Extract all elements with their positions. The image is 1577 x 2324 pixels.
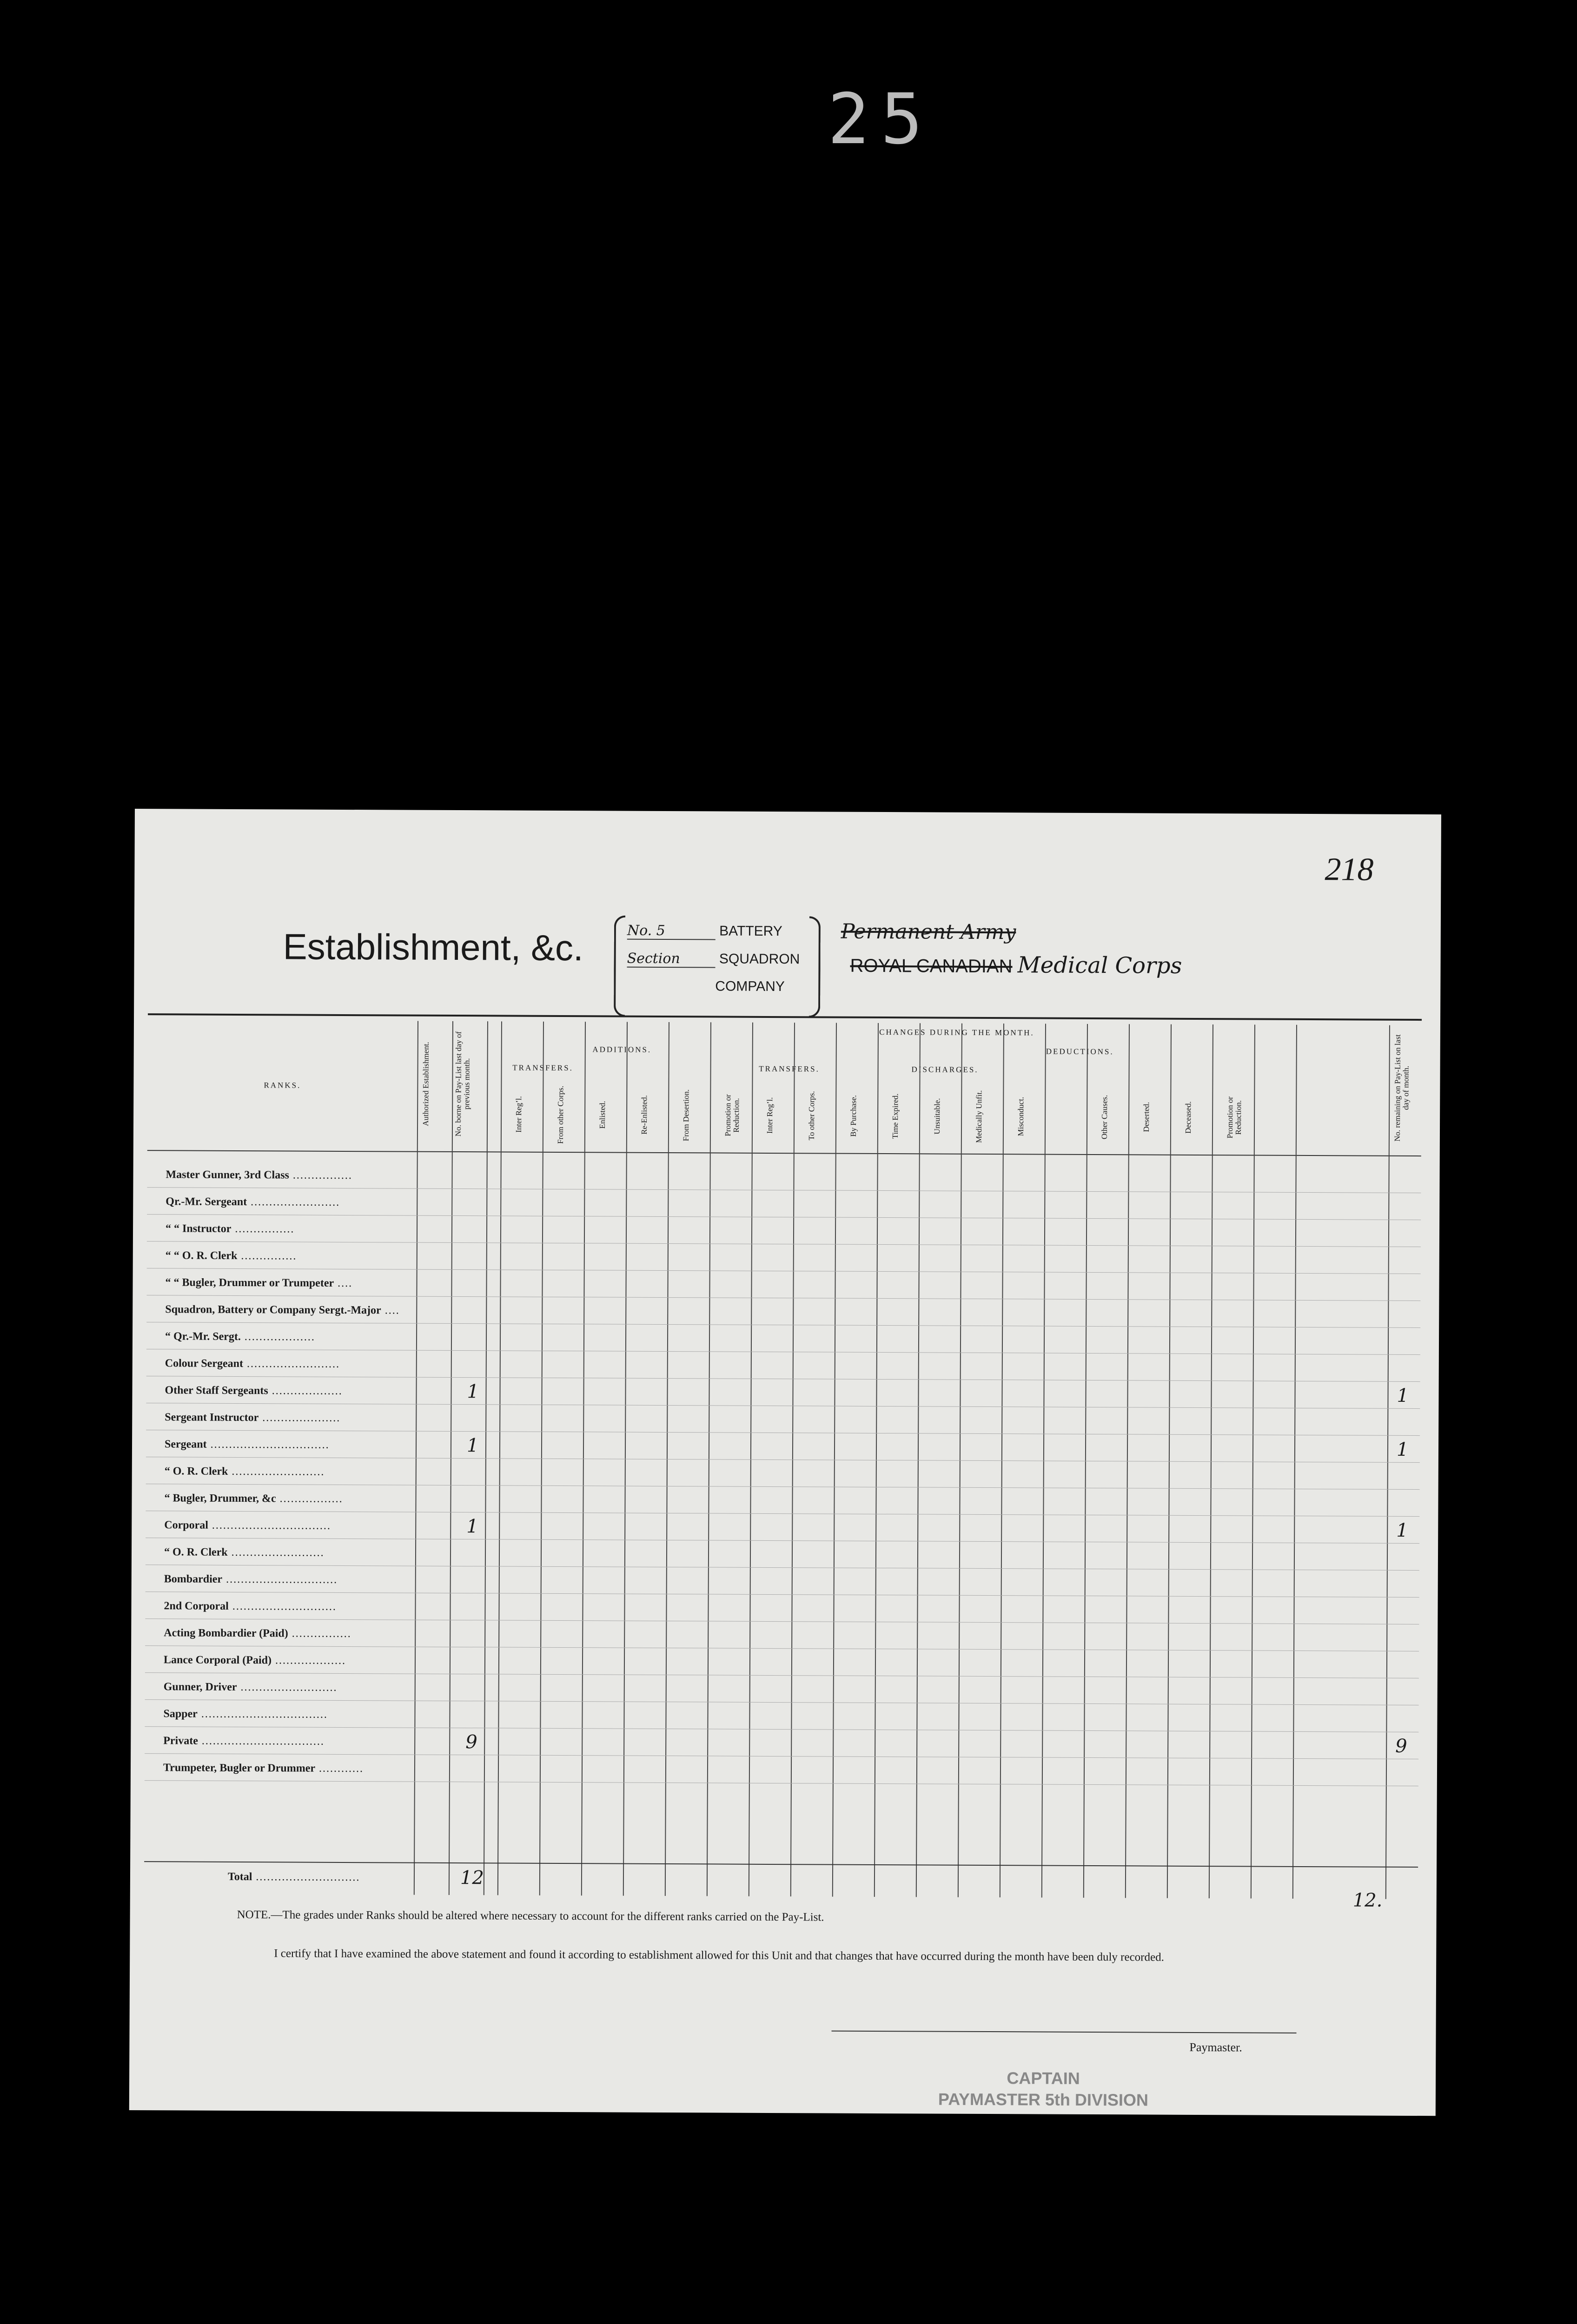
row-rule — [145, 1618, 1419, 1624]
rank-label: Sapper .................................. — [163, 1708, 328, 1721]
battery-label: BATTERY — [719, 923, 782, 939]
rank-label: Master Gunner, 3rd Class ................ — [166, 1169, 352, 1182]
header-ded-col-10: Deceased. — [1183, 1101, 1193, 1134]
row-rule — [146, 1511, 1419, 1517]
header-ded-col-12 — [1268, 1085, 1285, 1150]
header-bottom-rule — [147, 1150, 1421, 1156]
header-ded-col-0: Inter Reg’l. — [765, 1097, 775, 1134]
header-ded-col-13 — [1310, 1085, 1327, 1150]
remaining-count: 9 — [1395, 1735, 1407, 1757]
header-discharges: DISCHARGES. — [911, 1065, 979, 1074]
total-label: Total ............................ — [227, 1870, 360, 1884]
row-rule — [146, 1322, 1420, 1328]
corps-handwritten: Medical Corps — [1017, 952, 1182, 979]
squadron-label: SQUADRON — [719, 951, 800, 967]
rank-label: Gunner, Driver .......................... — [163, 1681, 338, 1694]
header-ded-col-6: Misconduct. — [1016, 1097, 1026, 1136]
remaining-count: 1 — [1396, 1519, 1408, 1541]
rank-label: Trumpeter, Bugler or Drummer ............ — [163, 1762, 364, 1775]
header-deductions: DEDUCTIONS. — [1046, 1047, 1114, 1056]
row-rule — [147, 1214, 1421, 1220]
rank-label: “ Qr.-Mr. Sergt. ................... — [165, 1330, 315, 1343]
row-rule — [145, 1672, 1419, 1678]
header-ded-col-9: Deserted. — [1141, 1102, 1151, 1132]
row-rule — [145, 1699, 1419, 1705]
row-rule — [145, 1645, 1419, 1651]
paymaster-stamp — [938, 2067, 1148, 2111]
header-ded-col-2: By Purchase. — [848, 1095, 858, 1137]
row-rule — [146, 1403, 1420, 1409]
rank-label: Corporal ................................ — [164, 1519, 331, 1532]
stamp-line-1: CAPTAIN — [1007, 2068, 1080, 2088]
row-rule — [146, 1295, 1420, 1301]
header-ded-col-4: Unsuitable. — [932, 1098, 942, 1135]
frame-number: 25 — [828, 79, 934, 160]
battery-row — [627, 923, 782, 940]
header-add-col-5: Promotion or Reduction. — [723, 1094, 741, 1136]
row-rule — [146, 1591, 1419, 1598]
header-authorized: Authorized Establishment. — [421, 1042, 431, 1126]
rank-label: Colour Sergeant ......................... — [165, 1357, 340, 1370]
remaining-count: 1 — [1396, 1439, 1409, 1460]
header-transfers-deductions: TRANSFERS. — [759, 1064, 820, 1074]
rank-label: “ “ Bugler, Drummer or Trumpeter .... — [165, 1276, 353, 1290]
header-ded-col-3: Time Expired. — [890, 1093, 900, 1139]
remaining-count: 1 — [1397, 1385, 1409, 1406]
header-add-col-3: Re-Enlisted. — [639, 1095, 649, 1135]
row-rule — [146, 1376, 1420, 1382]
row-rule — [145, 1753, 1418, 1759]
row-rule — [146, 1484, 1420, 1490]
note-text: NOTE.—The grades under Ranks should be altered where necessary to account for the different ranks carried on the Pay-List. — [237, 1908, 824, 1924]
header-ded-col-8: Other Causes. — [1100, 1095, 1109, 1139]
page-title: Establishment, &c. — [283, 926, 583, 969]
rank-label: Private ................................. — [163, 1735, 325, 1748]
right-brace — [809, 916, 821, 1017]
total-remaining: 12. — [1352, 1889, 1383, 1911]
row-rule — [146, 1430, 1420, 1436]
row-rule — [146, 1538, 1419, 1544]
header-additions: ADDITIONS. — [592, 1045, 652, 1054]
rank-label: Bombardier .............................. — [164, 1573, 338, 1586]
rank-label: Acting Bombardier (Paid) ................ — [164, 1627, 351, 1640]
prev-count: 1 — [466, 1516, 478, 1538]
rank-label: “ Bugler, Drummer, &c ................. — [164, 1492, 343, 1505]
header-remaining: No. remaining on Pay-List on last day of month. — [1392, 1034, 1411, 1142]
rank-label: Sergeant ................................ — [164, 1438, 330, 1451]
row-rule — [147, 1241, 1421, 1247]
rank-label: Lance Corporal (Paid) ................... — [163, 1654, 346, 1667]
corps-handwritten-top: Permanent Army — [841, 919, 1016, 944]
rank-label: Squadron, Battery or Company Sergt.-Major .... — [165, 1303, 400, 1317]
company-label: COMPANY — [715, 978, 785, 995]
prev-count: 9 — [465, 1731, 477, 1753]
rank-label: “ O. R. Clerk ......................... — [164, 1546, 325, 1559]
squadron-value: Section — [627, 951, 716, 968]
rank-label: Sergeant Instructor ..................... — [165, 1411, 341, 1424]
rank-label: “ “ Instructor ................ — [166, 1222, 295, 1235]
header-ded-col-1: To other Corps. — [807, 1091, 816, 1141]
establishment-table — [144, 1013, 1422, 1911]
stamp-line-2: PAYMASTER 5th DIVISION — [938, 2089, 1149, 2110]
header-no-borne: No. borne on Pay-List last day of previous month. — [453, 1031, 471, 1137]
certification-text: I certify that I have examined the above statement and found it according to establishment allowed for this Unit and that changes that have occurred during the month have been duly recorded. — [274, 1947, 1164, 1964]
header-ded-col-7 — [1059, 1084, 1076, 1149]
row-rule — [146, 1457, 1420, 1463]
header-add-col-1: From other Corps. — [556, 1085, 565, 1144]
row-rule — [145, 1726, 1418, 1732]
rank-label: Qr.-Mr. Sergeant ........................ — [166, 1195, 340, 1208]
paymaster-label: Paymaster. — [1189, 2040, 1242, 2054]
paymaster-signature-line — [832, 2031, 1297, 2034]
total-prev: 12 — [460, 1867, 484, 1889]
rank-label: Other Staff Sergeants ................... — [165, 1384, 343, 1397]
corps-printed: ROYAL CANADIAN — [850, 955, 1013, 977]
rank-label: “ “ O. R. Clerk ............... — [165, 1249, 297, 1262]
row-rule — [145, 1780, 1418, 1786]
row-rule — [146, 1349, 1420, 1355]
rank-label: “ O. R. Clerk ......................... — [164, 1465, 325, 1478]
corps-line — [850, 951, 1182, 979]
rank-label: 2nd Corporal ............................ — [164, 1600, 337, 1613]
folio-number: 218 — [1325, 852, 1374, 888]
prev-count: 1 — [467, 1381, 479, 1403]
establishment-sheet — [129, 809, 1441, 2116]
header-add-col-2: Enlisted. — [598, 1101, 607, 1129]
row-rule — [146, 1565, 1419, 1571]
row-rule — [147, 1187, 1421, 1193]
header-ded-col-5: Medically Unfit. — [974, 1090, 984, 1143]
squadron-row — [627, 951, 800, 969]
header-add-col-4: From Desertion. — [681, 1089, 691, 1141]
header-changes: CHANGES DURING THE MONTH. — [879, 1027, 1034, 1037]
row-rule — [147, 1268, 1421, 1274]
header-transfers-additions: TRANSFERS. — [512, 1063, 573, 1073]
battery-value: No. 5 — [627, 923, 716, 940]
header-add-col-0: Inter Reg’l. — [514, 1096, 523, 1133]
header-ded-col-11: Promotion or Reduction. — [1225, 1096, 1243, 1139]
total-rule — [144, 1861, 1418, 1868]
prev-count: 1 — [466, 1435, 479, 1457]
left-brace — [614, 916, 625, 1017]
header-ranks: RANKS. — [264, 1081, 301, 1090]
